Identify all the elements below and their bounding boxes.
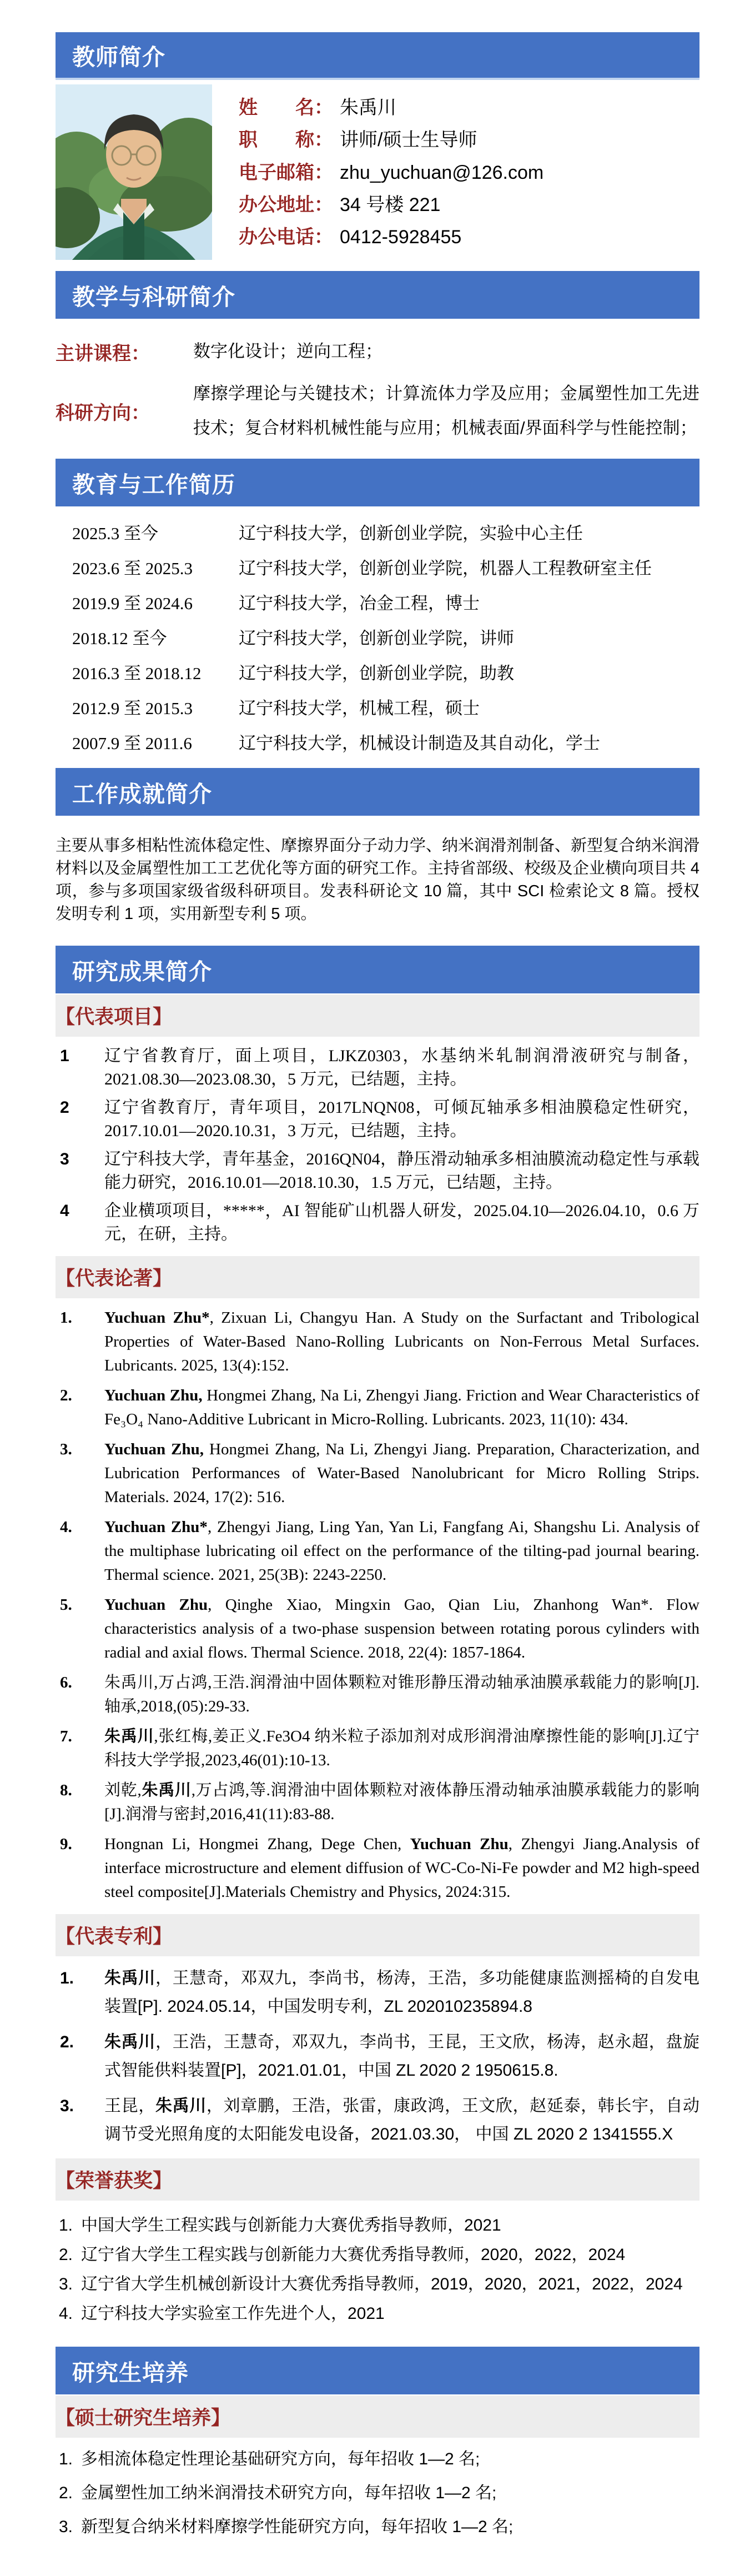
honor-item bbox=[56, 2215, 699, 2236]
item-text-part: Hongnan Li, Hongmei Zhang, Dege Chen, bbox=[104, 1835, 410, 1853]
item-text: 辽宁科技大学，青年基金，2016QN04，静压滑动轴承多相油膜流动稳定性与承载能力研究，2016.10.01—2018.10.30，1.5 万元，已结题，主持。 bbox=[104, 1150, 699, 1192]
section-title: 研究成果简介 bbox=[72, 958, 212, 985]
subheader-publications bbox=[56, 1256, 699, 1298]
publication-item bbox=[56, 1832, 699, 1904]
subheader-label: 【代表论著】 bbox=[56, 1268, 173, 1289]
item-text-part: ,万占鸿,等.润滑油中固体颗粒对液体静压滑动轴承油膜承载能力的影响[J].润滑与密封,2016,41(11):83-88. bbox=[104, 1781, 699, 1823]
item-text-part: Hongmei Zhang, Na Li, Zhengyi Jiang. Preparation, Characterization, and Lubrication Performances of Water-Based Nanolubricant for Micro Rolling Strips. Materials. 2024, 17(2): 516. bbox=[104, 1440, 699, 1506]
profile-field-label: 姓 名： bbox=[239, 97, 333, 118]
item-text-part: Hongmei Zhang, Na Li, Zhengyi Jiang. Friction and Wear Characteristics of Fe₃O₄ Nano-Additive Lubricant in Micro-Rolling. Lubricants. 2023, 11(10): 434. bbox=[104, 1387, 699, 1428]
item-text bbox=[104, 1384, 699, 1432]
subheader-label: 【荣誉获奖】 bbox=[56, 2170, 173, 2192]
teaching-row bbox=[56, 334, 699, 369]
publication-item bbox=[56, 1384, 699, 1432]
project-item bbox=[56, 1096, 699, 1143]
item-number: 8. bbox=[60, 1781, 72, 1799]
resume-row bbox=[56, 619, 699, 654]
resume-row bbox=[56, 514, 699, 549]
profile-field-row bbox=[239, 124, 699, 152]
section-banner-education-work bbox=[56, 459, 699, 506]
item-text bbox=[104, 1593, 699, 1665]
item-number: 3 bbox=[60, 1150, 69, 1168]
resume-row bbox=[56, 584, 699, 619]
resume-period: 2018.12 至今 bbox=[72, 629, 167, 648]
item-number: 4. bbox=[60, 1518, 72, 1536]
item-number: 2 bbox=[60, 1098, 69, 1117]
item-text-part: ，王浩，王慧奇，邓双九，李尚书，王昆，王文欣，杨涛，赵永超，盘旋式智能供料装置[P]，2021.01.01，中国 ZL 2020 2 1950615.8. bbox=[104, 2033, 700, 2080]
profile-field-label: 办公地址： bbox=[239, 194, 333, 215]
resume-row bbox=[56, 724, 699, 759]
item-text-part: 朱禹川,万占鸿,王浩.润滑油中固体颗粒对锥形静压滑动轴承油膜承载能力的影响[J].轴承,2018,(05):29-33. bbox=[104, 1674, 699, 1715]
patent-item bbox=[56, 1964, 699, 2021]
section-banner-research-results bbox=[56, 946, 699, 993]
profile-field-label: 职 称： bbox=[239, 129, 333, 151]
resume-block bbox=[56, 506, 699, 768]
honor-item bbox=[56, 2274, 699, 2295]
item-number: 2. bbox=[60, 1387, 72, 1404]
author-name: Yuchuan Zhu bbox=[410, 1835, 509, 1853]
author-name: Yuchuan Zhu bbox=[104, 1596, 208, 1614]
profile-field-row bbox=[239, 222, 699, 249]
honors-list bbox=[56, 2215, 699, 2324]
subheader-projects bbox=[56, 995, 699, 1037]
teaching-row-value: 摩擦学理论与关键技术；计算流体力学及应用；金属塑性加工先进技术；复合材料机械性能与应用；机械表面/界面科学与性能控制； bbox=[193, 384, 699, 438]
item-text bbox=[104, 1725, 699, 1772]
section-banner-graduate bbox=[56, 2347, 699, 2394]
publications-list bbox=[56, 1306, 699, 1904]
item-number: 9. bbox=[60, 1835, 72, 1853]
publication-item bbox=[56, 1725, 699, 1772]
item-text: 辽宁省大学生机械创新设计大赛优秀指导教师，2019，2020，2021，2022，2024 bbox=[81, 2275, 683, 2293]
item-text-part: 刘乾, bbox=[104, 1781, 142, 1799]
item-number: 1. bbox=[59, 2216, 73, 2234]
project-item bbox=[56, 1148, 699, 1194]
item-number: 7. bbox=[60, 1728, 72, 1745]
publication-item bbox=[56, 1779, 699, 1826]
author-name: 朱禹川 bbox=[141, 1781, 192, 1799]
item-text-part: ，刘章鹏，王浩，张雷，康政鸿，王文欣，赵延泰，韩长宇，自动调节受光照角度的太阳能发电设备，2021.03.30， 中国 ZL 2020 2 1341555.X bbox=[104, 2097, 700, 2143]
graduate-directions-list bbox=[56, 2449, 699, 2538]
patents-list bbox=[56, 1964, 699, 2148]
profile-field-value: zhu_yuchuan@126.com bbox=[340, 162, 544, 183]
item-text: 新型复合纳米材料摩擦学性能研究方向，每年招收 1—2 名; bbox=[81, 2518, 514, 2536]
item-text bbox=[104, 1779, 699, 1826]
item-number: 6. bbox=[60, 1674, 72, 1691]
item-number: 3. bbox=[60, 2097, 74, 2115]
profile-field-row bbox=[239, 92, 699, 119]
item-text: 中国大学生工程实践与创新能力大赛优秀指导教师，2021 bbox=[81, 2216, 501, 2234]
item-number: 4 bbox=[60, 1202, 69, 1220]
honor-item bbox=[56, 2303, 699, 2324]
item-number: 3. bbox=[60, 1440, 72, 1458]
publication-item bbox=[56, 1515, 699, 1587]
item-text bbox=[104, 1438, 699, 1509]
resume-row bbox=[56, 549, 699, 584]
subheader-label: 【代表项目】 bbox=[56, 1006, 173, 1028]
item-number: 2. bbox=[60, 2033, 74, 2051]
publication-item bbox=[56, 1438, 699, 1509]
graduate-direction-item bbox=[56, 2483, 699, 2504]
item-text-part: 王昆， bbox=[104, 2097, 155, 2115]
profile-fields bbox=[239, 84, 699, 260]
section-title: 教师简介 bbox=[72, 44, 165, 70]
item-number: 3. bbox=[59, 2518, 73, 2536]
item-text: 多相流体稳定性理论基础研究方向，每年招收 1—2 名; bbox=[81, 2450, 480, 2468]
graduate-direction-item bbox=[56, 2449, 699, 2470]
author-name: Yuchuan Zhu, bbox=[104, 1440, 204, 1458]
profile-field-row bbox=[239, 157, 699, 184]
item-number: 1 bbox=[60, 1047, 69, 1065]
item-number: 1. bbox=[59, 2450, 73, 2468]
section-banner-achievement bbox=[56, 768, 699, 816]
author-name: Yuchuan Zhu* bbox=[104, 1518, 208, 1536]
item-text bbox=[104, 1515, 699, 1587]
profile-field-value: 朱禹川 bbox=[340, 97, 396, 118]
profile-photo-illustration bbox=[56, 84, 212, 260]
section-title: 教育与工作简历 bbox=[72, 471, 235, 498]
subheader-label: 【代表专利】 bbox=[56, 1926, 173, 1947]
author-name: 朱禹川 bbox=[155, 2097, 207, 2115]
resume-detail: 辽宁科技大学，创新创业学院，助教 bbox=[239, 664, 514, 683]
item-text bbox=[104, 2092, 699, 2148]
item-text bbox=[104, 1306, 699, 1378]
section-banner-teaching-research bbox=[56, 271, 699, 319]
resume-row bbox=[56, 654, 699, 689]
author-name: 朱禹川 bbox=[104, 1728, 154, 1745]
item-number: 5. bbox=[60, 1596, 72, 1614]
profile-field-value: 0412-5928455 bbox=[340, 227, 462, 248]
item-number: 2. bbox=[59, 2484, 73, 2502]
resume-period: 2012.9 至 2015.3 bbox=[72, 699, 193, 718]
subheader-master-training bbox=[56, 2396, 699, 2438]
item-text-part: , Zhengyi Jiang, Ling Yan, Yan Li, Fangfang Ai, Shangshu Li. Analysis of the multiphase lubricating oil effect on the performance of the tilting-pad journal bearing. Thermal science. 2021, 25(3B): 2243-2250. bbox=[104, 1518, 699, 1584]
section-title: 教学与科研简介 bbox=[72, 284, 235, 310]
projects-list bbox=[56, 1045, 699, 1246]
item-number: 2. bbox=[59, 2246, 73, 2264]
item-text: 辽宁省教育厅，面上项目，LJKZ0303，水基纳米轧制润滑液研究与制备，2021.08.30—2023.08.30，5 万元，已结题，主持。 bbox=[104, 1047, 699, 1088]
teaching-row-value: 数字化设计；逆向工程； bbox=[193, 342, 382, 361]
item-text: 辽宁科技大学实验室工作先进个人，2021 bbox=[81, 2304, 385, 2323]
subheader-patents bbox=[56, 1914, 699, 1956]
resume-detail: 辽宁科技大学，机械设计制造及其自动化，学士 bbox=[239, 734, 600, 753]
resume-period: 2016.3 至 2018.12 bbox=[72, 664, 202, 683]
item-text bbox=[104, 1671, 699, 1719]
resume-detail: 辽宁科技大学，创新创业学院，实验中心主任 bbox=[239, 524, 583, 543]
patent-item bbox=[56, 2092, 699, 2148]
profile-photo bbox=[56, 84, 212, 260]
author-name: 朱禹川 bbox=[104, 2033, 155, 2051]
publication-item bbox=[56, 1671, 699, 1719]
resume-detail: 辽宁科技大学，机械工程，硕士 bbox=[239, 699, 480, 718]
achievement-paragraph: 主要从事多相粘性流体稳定性、摩擦界面分子动力学、纳米润滑剂制备、新型复合纳米润滑材料以及金属塑性加工工艺优化等方面的研究工作。主持省部级、校级及企业横向项目共 4 项，参与多项国家级省级科研项目。发表科研论文 10 篇，其中 SCI 检索论文 8 篇。授权发明专利 1 项，实用新型专利 5 项。 bbox=[56, 837, 700, 923]
resume-period: 2023.6 至 2025.3 bbox=[72, 559, 193, 578]
item-text: 企业横项项目，*****，AI 智能矿山机器人研发，2025.04.10—2026.04.10，0.6 万元，在研，主持。 bbox=[104, 1202, 699, 1243]
resume-detail: 辽宁科技大学，创新创业学院，讲师 bbox=[239, 629, 514, 648]
profile-field-label: 办公电话： bbox=[239, 227, 333, 248]
item-text-part: , Zhengyi Jiang.Analysis of interface microstructure and element diffusion of WC-Co-Ni-Fe powder and M2 high-speed steel composite[J].Materials Chemistry and Physics, 2024:315. bbox=[104, 1835, 699, 1901]
profile-field-row bbox=[239, 189, 699, 217]
publication-item bbox=[56, 1306, 699, 1378]
project-item bbox=[56, 1045, 699, 1091]
teaching-row bbox=[56, 376, 699, 445]
honor-item bbox=[56, 2244, 699, 2266]
item-text: 金属塑性加工纳米润滑技术研究方向，每年招收 1—2 名; bbox=[81, 2484, 497, 2502]
subheader-honors bbox=[56, 2158, 699, 2201]
teaching-row-label: 科研方向： bbox=[56, 402, 150, 424]
resume-row bbox=[56, 689, 699, 724]
resume-detail: 辽宁科技大学，创新创业学院，机器人工程教研室主任 bbox=[239, 559, 652, 578]
section-title: 研究生培养 bbox=[72, 2359, 189, 2386]
publication-item bbox=[56, 1593, 699, 1665]
section-title: 工作成就简介 bbox=[72, 781, 212, 807]
profile-field-value: 34 号楼 221 bbox=[340, 194, 441, 215]
item-text bbox=[104, 1832, 699, 1904]
profile-field-value: 讲师/硕士生导师 bbox=[340, 129, 477, 151]
item-number: 1. bbox=[60, 1309, 72, 1327]
teaching-block bbox=[56, 319, 699, 459]
author-name: Yuchuan Zhu* bbox=[104, 1309, 210, 1327]
item-text: 辽宁省大学生工程实践与创新能力大赛优秀指导教师，2020，2022，2024 bbox=[81, 2246, 626, 2264]
item-text-part: ，王慧奇，邓双九，李尚书，杨涛，王浩，多功能健康监测摇椅的自发电装置[P]. 2024.05.14，中国发明专利，ZL 202010235894.8 bbox=[104, 1969, 700, 2016]
author-name: 朱禹川 bbox=[104, 1969, 155, 1987]
teaching-row-label: 主讲课程： bbox=[56, 343, 150, 364]
item-text bbox=[104, 2028, 699, 2085]
resume-period: 2025.3 至今 bbox=[72, 524, 158, 543]
resume-period: 2007.9 至 2011.6 bbox=[72, 734, 192, 753]
profile-field-label: 电子邮箱： bbox=[239, 162, 333, 183]
item-text-part: ,张红梅,姜正义.Fe3O4 纳米粒子添加剂对成形润滑油摩擦性能的影响[J].辽宁科技大学学报,2023,46(01):10-13. bbox=[104, 1728, 699, 1769]
resume-period: 2019.9 至 2024.6 bbox=[72, 594, 193, 613]
subheader-label: 【硕士研究生培养】 bbox=[56, 2407, 231, 2429]
item-number: 4. bbox=[59, 2304, 73, 2323]
item-text-part: , Zixuan Li, Changyu Han. A Study on the Surfactant and Tribological Properties of Water-Based Nano-Rolling Lubricants on Non-Ferrous Metal Surfaces. Lubricants. 2025, 13(4):152. bbox=[104, 1309, 700, 1374]
patent-item bbox=[56, 2028, 699, 2085]
item-text: 辽宁省教育厅，青年项目，2017LNQN08，可倾瓦轴承多相油膜稳定性研究，2017.10.01—2020.10.31，3 万元，已结题，主持。 bbox=[104, 1098, 699, 1140]
item-text bbox=[104, 1964, 699, 2021]
resume-detail: 辽宁科技大学，冶金工程，博士 bbox=[239, 594, 480, 613]
section-banner-teacher-intro bbox=[56, 32, 699, 80]
item-number: 3. bbox=[59, 2275, 73, 2293]
project-item bbox=[56, 1199, 699, 1246]
graduate-direction-item bbox=[56, 2517, 699, 2538]
author-name: Yuchuan Zhu, bbox=[104, 1387, 203, 1404]
item-text-part: , Qinghe Xiao, Mingxin Gao, Qian Liu, Zhanhong Wan*. Flow characteristics analysis of a two-phase suspension between rotating porous cylinders with radial and axial flows. Thermal Science. 2018, 22(4): 1857-1864. bbox=[104, 1596, 700, 1661]
profile-block bbox=[56, 84, 699, 260]
item-number: 1. bbox=[60, 1969, 74, 1987]
